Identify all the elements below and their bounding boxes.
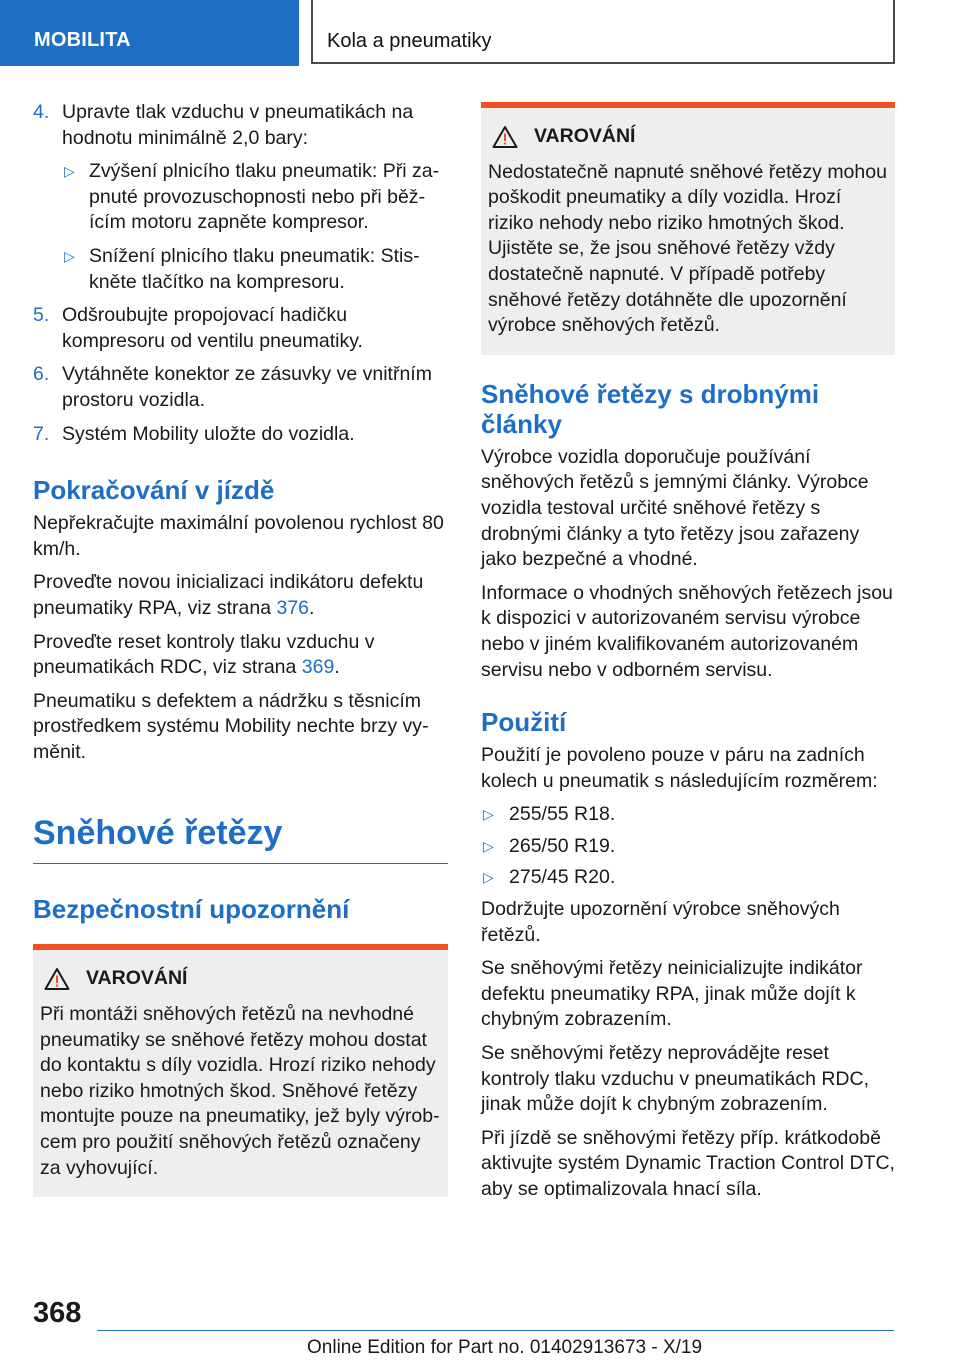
paragraph: Informace o vhodných sněhových řetězech jsou k dispozici v autorizovaném servisu výrobce nebo v jiném kvalifikovaném autorizovaném servisu nebo v odborném servisu. xyxy=(481,581,893,681)
step-number: 5. xyxy=(33,304,50,327)
step-text: Upravte tlak vzduchu v pneumatikách na hodnotu minimálně 2,0 bary: xyxy=(62,101,414,149)
paragraph: Se sněhovými řetězy neprovádějte reset kontroly tlaku vzduchu v pneumatikách RDC, jinak může dojít k chybným zobrazením. xyxy=(481,1042,870,1116)
paragraph: Při jízdě se sněhovými řetězy příp. krátkodobě aktivujte systém Dynamic Traction Control DTC, aby se optimalizovala hnací síla. xyxy=(481,1126,895,1200)
warning-triangle-icon xyxy=(44,967,70,991)
warning-text: Nedostatečně napnuté sněhové řetězy mohou poškodit pneumatiky a díly vozidla. Hrozí riziko nehody nebo riziko hmotných škod. Ujistěte se, že jsou sněhové řetězy vždy dostatečně napnuté. V případě potřeby sněhové řetězy dotáhněte dle upozornění výrobce sněhových řetězů. xyxy=(488,160,887,337)
triangle-bullet-icon: ▷ xyxy=(483,837,494,854)
warning-title: VAROVÁNÍ xyxy=(488,124,888,150)
size-item: ▷ 255/55 R18. xyxy=(481,802,895,828)
usage-heading: Použití xyxy=(481,707,567,738)
safety-heading: Bezpečnostní upozornění xyxy=(33,894,350,925)
step-text: Vytáhněte konektor ze zásuvky ve vnitřním prostoru vozidla. xyxy=(62,363,432,411)
bullet-text: Snížení plnicího tlaku pneumatik: Stiskněte tlačítko na kompresoru. xyxy=(89,244,420,293)
triangle-bullet-icon: ▷ xyxy=(64,163,75,180)
page-reference-link[interactable]: 376 xyxy=(276,596,310,619)
step-number: 6. xyxy=(33,363,50,386)
triangle-bullet-icon: ▷ xyxy=(483,806,494,823)
step-number: 4. xyxy=(33,101,50,123)
page-header xyxy=(0,0,960,66)
paragraph: Proveďte novou inicializaci indikátoru defektu pneumatiky RPA, viz strana 376. xyxy=(33,571,424,619)
size-item: ▷ 275/45 R20. xyxy=(481,865,895,891)
triangle-bullet-icon: ▷ xyxy=(64,247,75,264)
step-item xyxy=(33,303,448,354)
size-item: ▷ 265/50 R19. xyxy=(481,834,895,860)
footer-divider xyxy=(97,1330,894,1331)
page-number: 368 xyxy=(33,1297,82,1329)
chapter-title: Kola a pneumatiky xyxy=(311,0,895,64)
paragraph: Použití je povoleno pouze v páru na zadních kolech u pneumatik s následujícím rozměrem: xyxy=(481,744,878,792)
triangle-bullet-icon: ▷ xyxy=(483,869,494,886)
warning-title: VAROVÁNÍ xyxy=(40,966,441,992)
warning-box xyxy=(33,944,448,1197)
step-number: 7. xyxy=(33,422,50,445)
step-item xyxy=(33,100,448,151)
step-item xyxy=(33,422,448,448)
paragraph: Proveďte reset kontroly tlaku vzduchu v pneumatikách RDC, viz strana 369. xyxy=(33,630,375,679)
continue-heading: Pokračování v jízdě xyxy=(33,475,275,506)
paragraph: Dodržujte upozornění výrobce sněhových řetězů. xyxy=(481,898,840,946)
warning-text: Při montáži sněhových řetězů na nevhodné pneumatiky se sněhové řetězy mohou dostat do kontaktu s díly vozidla. Hrozí riziko nehody nebo riziko hmotných škod. Sněhové řetězy montujte pouze na pneumatiky, jež byly výrobcem pro použití sněhových řetězů označeny za vyhovující. xyxy=(40,1003,440,1179)
step-text: Odšroubujte propojovací hadičku kompresoru od ventilu pneumatiky. xyxy=(62,304,363,352)
paragraph: Pneumatiku s defektem a nádržku s těsnicím prostředkem systému Mobility nechte brzy vyměnit. xyxy=(33,689,429,763)
chapter-heading: Sněhové řetězy xyxy=(33,813,448,864)
warning-triangle-icon xyxy=(492,125,518,149)
edition-text: Online Edition for Part no. 01402913673 - X/19 xyxy=(307,1337,703,1358)
right-column xyxy=(481,100,895,1211)
section-tab: MOBILITA xyxy=(0,0,299,66)
paragraph: Se sněhovými řetězy neinicializujte indikátor defektu pneumatiky RPA, jinak může dojít k chybným zobrazením. xyxy=(481,957,863,1031)
bullet-item xyxy=(33,159,448,236)
bullet-text: Zvýšení plnicího tlaku pneumatik: Při zapnuté provozuschopnosti nebo při běžícím motoru zapněte kompresor. xyxy=(89,160,440,234)
page-reference-link[interactable]: 369 xyxy=(301,656,335,679)
step-text: Systém Mobility uložte do vozidla. xyxy=(62,422,355,445)
left-column xyxy=(33,100,448,1197)
paragraph: Nepřekračujte maximální povolenou rychlost 80 km/h. xyxy=(33,512,444,560)
step-item xyxy=(33,362,448,413)
fine-chains-heading: Sněhové řetězy s drobnými články xyxy=(481,378,820,439)
bullet-item xyxy=(33,244,448,295)
paragraph: Výrobce vozidla doporučuje používání sněhových řetězů s jemnými články. Výrobce vozidla testoval určité sněhové řetězy s drobnými články a tyto řetězy jsou zařazeny jako bezpečné a vhodné. xyxy=(481,445,869,571)
warning-box xyxy=(481,102,895,355)
